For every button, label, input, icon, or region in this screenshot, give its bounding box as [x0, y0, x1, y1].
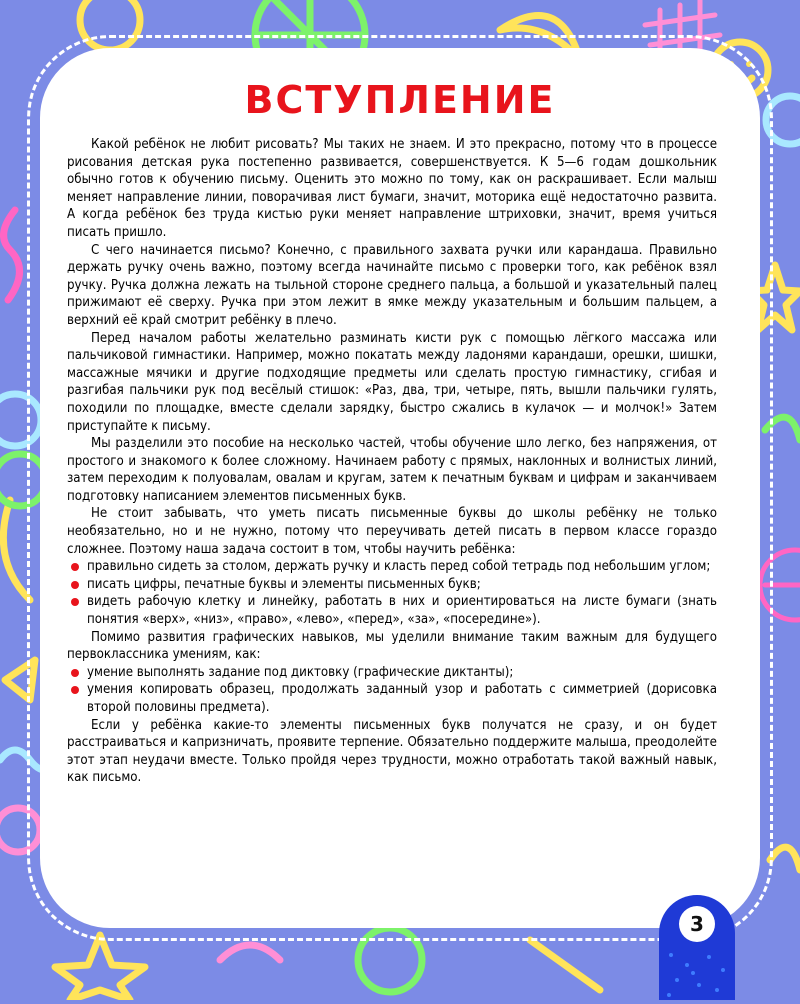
doodle-left-circle	[0, 394, 41, 446]
paragraph-6: Помимо развития графических навыков, мы уделили внимание таким важным для будущего первоклассника умениям, как:	[67, 629, 717, 663]
paragraph-2: С чего начинается письмо? Конечно, с правильного захвата ручки или карандаша. Правильно держать ручку очень важно, поэтому всегда начинайте письмо с проверки того, как ребёнок взял ручку. Ручка должна лежать на тыльной стороне среднего пальца, а большой и указательный палец прижимают её сверху. Ручка при этом лежит в ямке между указательным и большим пальцем, а верхний её край смотрит ребёнку в плечо.	[67, 242, 717, 328]
doodle-right-arc2	[770, 847, 800, 870]
paragraph-1: Какой ребёнок не любит рисовать? Мы таких не знаем. И это прекрасно, потому что в процессе рисования детская рука постепенно развивается, совершенствуется. К 5—6 годам дошкольник обычно готов к обучению письму. Оценить это можно по тому, как он раскрашивает. Если малыш меняет направление линии, поворачивая лист бумаги, значит, моторика ещё недостаточно развита. А когда ребёнок без труда кистью руки меняет направление штриховки, значит, время учиться писать пришло.	[67, 137, 717, 240]
doodle-left-moon	[3, 500, 30, 600]
doodle-left-triangle	[5, 660, 35, 700]
list-item: писать цифры, печатные буквы и элементы письменных букв;	[67, 576, 717, 594]
page-title: ВСТУПЛЕНИЕ	[244, 78, 556, 122]
doodle-sun	[80, 0, 140, 50]
list-item: умения копировать образец, продолжать заданный узор и работать с симметрией (дорисовка второй половины предмета).	[67, 681, 717, 716]
doodle-bottom-star	[55, 935, 145, 1000]
doodle-pink-squiggle	[4, 210, 20, 300]
doodle-bottom-circle	[358, 928, 422, 992]
paragraph-3: Перед началом работы желательно разминать кисти рук с помощью лёгкого массажа или пальчиковой гимнастики. Например, можно покатать между ладонями карандаши, орешки, шишки, массажные мячики и другие подходящие предметы или сделать простую гимнастику, сгибая и разгибая пальчики рук под весёлый стишок: «Раз, два, три, четыре, пять, вышли пальчики гулять, походили по площадке, вместе сделали зарядку, быстро сжались в кулачок — и молчок!» Затем приступайте к письму.	[67, 330, 717, 434]
list-item: видеть рабочую клетку и линейку, работать в них и ориентироваться на листе бумаги (знать понятия «верх», «низ», «право», «лево», «перед», «за», «посередине»).	[67, 593, 717, 628]
paragraph-4: Мы разделили это пособие на несколько частей, чтобы обучение шло легко, без напряжения, от простого и знакомого к более сложному. Начинаем работу с прямых, наклонных и волнистых линий, затем переходим к полуовалам, овалам и кругам, затем к печатным буквам и цифрам и заканчиваем подготовку написанием элементов письменных букв.	[67, 436, 717, 504]
page-number: 3	[679, 906, 715, 942]
article-body	[67, 136, 717, 787]
doodle-bottom-arc	[220, 945, 280, 960]
doodle-bottom-stick	[530, 940, 600, 990]
list-item: умение выполнять задание под диктовку (графические диктанты);	[67, 664, 717, 682]
abilities-list	[67, 664, 717, 717]
paragraph-5: Не стоит забывать, что уметь писать письменные буквы до школы ребёнку не только необязательно, но и не нужно, потому что переучивать детей писать в первом классе гораздо сложнее. Поэтому наша задача состоит в том, чтобы научить ребёнка:	[67, 506, 717, 557]
doodle-left-ring	[0, 808, 40, 852]
list-item: правильно сидеть за столом, держать ручку и класть перед собой тетрадь под небольшим углом;	[67, 558, 717, 576]
doodle-right-arc	[765, 417, 800, 440]
paragraph-7: Если у ребёнка какие-то элементы письменных букв получатся не сразу, и он будет расстраиваться и капризничать, проявите терпение. Обязательно поддержите малыша, преодолейте этот этап неудачи вместе. Только пройдя через трудности, можно отработать такой важный навык, как письмо.	[67, 717, 717, 786]
skills-list	[67, 558, 717, 628]
